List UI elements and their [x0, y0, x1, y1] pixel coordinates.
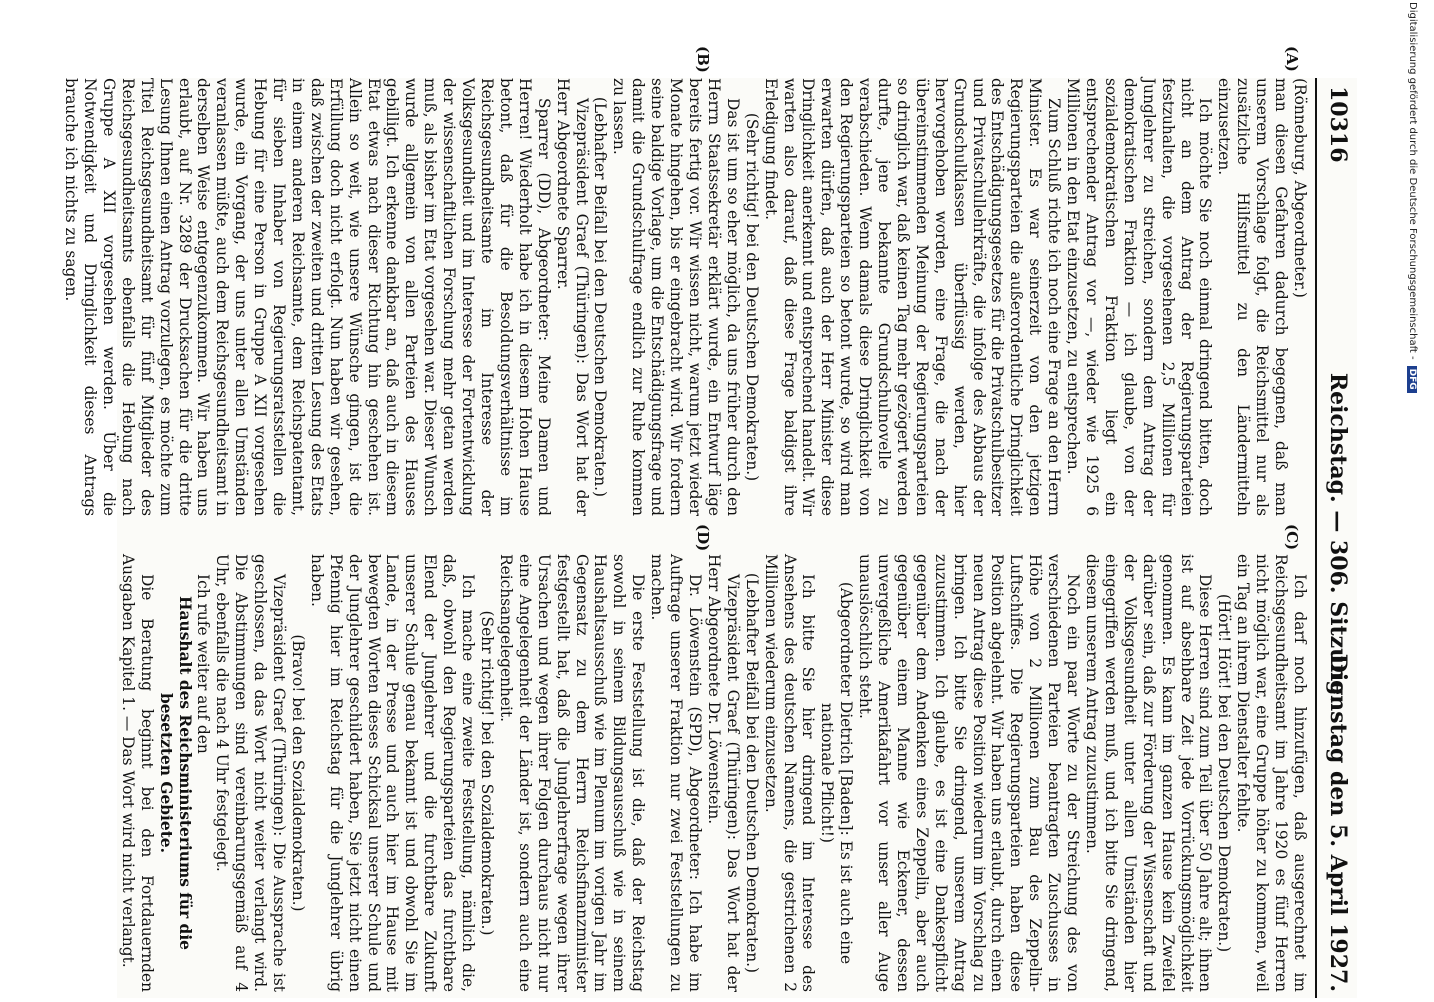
interjection: (Sehr richtig! bei den Deutschen Demokraten.) — [742, 112, 761, 482]
paragraph: Das ist um so eher möglich, da uns früher durch den Herrn Staatssekretär erklärt wurde, ein Entwurf läge bereits fertig vor. Wir wissen nicht, warum jetzt wieder Monate hingehen, bis er eingebracht wird. Wir fordern seine baldige Vorlage, um die Entschädigungsfrage und damit die Grundschulfrage endlich zur Ruhe kommen zu lassen. — [610, 78, 742, 516]
paragraph: Die Beratung beginnt bei den Fortdauernden Ausgaben Kapitel 1. — Das Wort wird nicht verlangt. — [118, 554, 156, 992]
margin-mark-b: (B) — [694, 46, 712, 73]
speaker-continuation: (Rönneburg, Abgeordneter.) — [1291, 78, 1309, 298]
paragraph: Die erste Feststellung ist die, daß der Reichstag sowohl in seinem Bildungsausschuß wie in seinem Haushaltsausschuß wie im Plenum im vorigen Jahr im Gegensatz zu dem Herrn Reichsfinanzminister festgestellt hat, daß die Junglehrerfrage wegen ihrer Ursachen und wegen ihrer Folgen durchaus nicht nur eine Angelegenheit der Länder ist, sondern auch eine Reichsangelegenheit. — [496, 554, 648, 992]
agenda-item-title: Haushalt des Reichsministeriums für die besetzten Gebiete. — [156, 596, 194, 950]
paragraph: Ich darf noch hinzufügen, daß ausgerechnet im Reichsgesundheitsamt im Jahre 1920 es fünf Herren nicht möglich war, eine Gruppe höher zu kommen, weil ein Tag an ihrem Dienstalter fehlte. — [1234, 554, 1309, 992]
paragraph: Ich mache eine zweite Feststellung, nämlich die, daß, obwohl den Regierungsparteien das furchtbare Elend der Junglehrer und die furchtbare Zukunft unserer Schule genau bekannt ist und obwohl Sie im Lande, in der Presse und auch hier im Hause mit bewegten Worten dieses Schicksal unserer Schule und der Junglehrer geschildert haben, Sie jetzt nicht einen Pfennig hier im Reichstag für die Junglehrer übrig haben. — [307, 554, 478, 992]
session-date: Dienstag den 5. April 1927. — [1325, 653, 1351, 992]
interjection: (Lebhafter Beifall bei den Deutschen Demokraten.) — [742, 572, 761, 974]
interjection: (Lebhafter Beifall bei den Deutschen Demokraten.) — [591, 96, 610, 498]
paragraph: Zum Schluß richte ich noch eine Frage an den Herrn Minister. Es war seinerzeit von den jetzigen Regierungsparteien die außerordentliche Dringlichkeit des Entschädigungsgesetzes für die Privatschulbesitzer und Privatschullehrkräfte, die infolge des Abbaus der Grundschulklassen überflüssig werden, hier hervorgehoben worden, eine Frage, die nach der übereinstimmenden Meinung der Regierungsparteien so dringlich war, daß keinen Tag mehr gezögert werden durfte, jene bekannte Grundschulnovelle zu verabschieden. Wenn damals diese Dringlichkeit von den Regierungsparteien so betont wurde, so wird man erwarten dürfen, daß auch der Herr Minister diese Dringlichkeit anerkennt und entsprechend handelt. Wir warten also darauf, daß diese Frage baldigst ihre Erledigung findet. — [761, 78, 1064, 516]
page-number: 10316 — [1325, 86, 1351, 163]
speech-paragraph: Dr. Löwenstein (SPD), Abgeordneter: Ich habe im Auftrage unserer Fraktion nur zwei Feststellungen zu machen. — [648, 554, 704, 992]
right-column — [118, 554, 1309, 992]
margin-mark-d: (D) — [694, 524, 712, 552]
left-column — [62, 78, 1309, 516]
interjection: (Bravo! bei den Sozialdemokraten.) — [288, 634, 307, 912]
page-header — [1317, 78, 1357, 998]
session-title: Reichstag. — 306. Sitzung. — [1325, 372, 1351, 704]
paragraph: Ich möchte Sie noch einmal dringend bitten, doch nicht an dem Antrag der Regierungsparteien festzuhalten, die vorgesehenen 2,5 Millionen für Junglehrer zu streichen, sondern dem Antrag der demokratischen Fraktion — ich glaube, von der sozialdemokratischen Fraktion liegt ein entsprechender Antrag vor —, wieder wie 1925 6 Millionen in den Etat einzusetzen, zu entsprechen. — [1064, 78, 1215, 516]
paragraph: man diesen Gefahren dadurch begegnen, daß man unserem Vorschlage folgt, die Reichsmittel nur als zusätzliche Hilfsmittel zu den Ländermitteln einzusetzen. — [1215, 78, 1291, 516]
presiding-remark: Vizepräsident Graef (Thüringen): Das Wort hat der Herr Abgeordnete Dr. Löwenstein. — [704, 554, 742, 992]
paragraph: Diese Herren sind zum Teil über 50 Jahre alt; ihnen ist auf absehbare Zeit jede Vorrückungsmöglichkeit genommen. Es kann im ganzen Hause kein Zweifel darüber sein, daß zur Förderung der Wissenschaft und der Volksgesundheit unter allen Umständen hier eingegriffen werden muß, und ich bitte Sie dringend, diesem unserem Antrag zuzustimmen. — [1083, 554, 1215, 992]
margin-mark-c: (C) — [1283, 524, 1301, 551]
margin-mark-a: (A) — [1283, 46, 1301, 72]
presiding-remark: Vizepräsident Graef (Thüringen): Das Wort hat der Herr Abgeordnete Sparrer. — [553, 78, 591, 516]
presiding-remark: Vizepräsident Graef (Thüringen): Die Aussprache ist geschlossen, da das Wort nicht weiter verlangt wird. Die Abstimmungen sind vereinbarungsgemäß auf 4 Uhr, ebenfalls die nach 4 Uhr festgelegt. — [213, 554, 289, 992]
digitization-footer — [1407, 2, 1418, 1002]
dfg-logo: DFG — [1407, 366, 1417, 393]
header-rule — [1315, 78, 1317, 998]
document-page — [62, 46, 1357, 998]
interjection: (Abgeordneter Dietrich [Baden]: Es ist auch eine nationale Pflicht!) — [818, 581, 856, 965]
speech-paragraph: Sparrer (DD), Abgeordneter: Meine Damen und Herren! Wiederholt habe ich in diesem Hohen Hause betont, daß für die Besoldungsverhältnisse im Reichsgesundheitsamte im Interesse der Volksgesundheit und im Interesse der Fortentwicklung der wissenschaftlichen Forschung mehr getan werden muß, als bisher im Etat vorgesehen war. Dieser Wunsch wurde allgemein von allen Parteien des Hauses gebilligt. Ich erkenne dankbar an, daß auch in diesem Etat etwas nach dieser Richtung hin geschehen ist. Allein so weit, wie unsere Wünsche gingen, ist die Erfüllung doch nicht erfolgt. Nun haben wir gesehen, daß zwischen der zweiten und dritten Lesung des Etats in einem anderen Reichsamte, dem Reichspatentamt, für sieben Inhaber von Regierungsratsstellen die Hebung für eine Person in Gruppe A XII vorgesehen wurde, ein Vorgang, der uns unter allen Umständen veranlassen müßte, auch dem Reichsgesundheitsamt in derselben Weise entgegenzukommen. Wir haben uns erlaubt, auf Nr. 3289 der Drucksachen für die dritte Lesung Ihnen einen Antrag vorzulegen, es möchte zum Titel Reichsgesundheitsamt für fünf Mitglieder des Reichsgesundheitsamts ebenfalls die Hebung nach Gruppe A XII vorgesehen werden. Über die Notwendigkeit und Dringlichkeit dieses Antrags brauche ich nichts zu sagen. — [62, 78, 553, 516]
interjection: (Sehr richtig! bei den Sozialdemokraten.) — [478, 610, 497, 936]
paragraph: Ich bitte Sie hier dringend im Interesse des Ansehens des deutschen Namens, die gestrichenen 2 Millionen wiederum einzusetzen. — [761, 554, 818, 992]
interjection: (Hört! Hört! bei den Deutschen Demokraten.) — [1215, 593, 1234, 953]
paragraph: Noch ein paar Worte zu der Streichung des von verschiedenen Parteien beantragten Zuschusses in Höhe von 2 Millionen zum Bau des Zeppelin-Luftschiffes. Die Regierungsparteien haben diese Position abgelehnt. Wir haben uns erlaubt, durch einen neuen Antrag diese Position wiederum im Vorschlag zu bringen. Ich bitte Sie dringend, unserem Antrag zuzustimmen. Ich glaube, es ist eine Dankespflicht gegenüber dem Andenken eines Zeppelin, aber auch gegenüber einem Manne wie Eckener, dessen unvergeßliche Amerikafahrt vor unser aller Auge unauslöschlich steht. — [856, 554, 1083, 992]
paragraph: Ich rufe weiter auf den — [194, 574, 213, 754]
footer-text: Digitalisierung gefördert durch die Deutsche Forschungsgemeinschaft - — [1407, 2, 1418, 360]
